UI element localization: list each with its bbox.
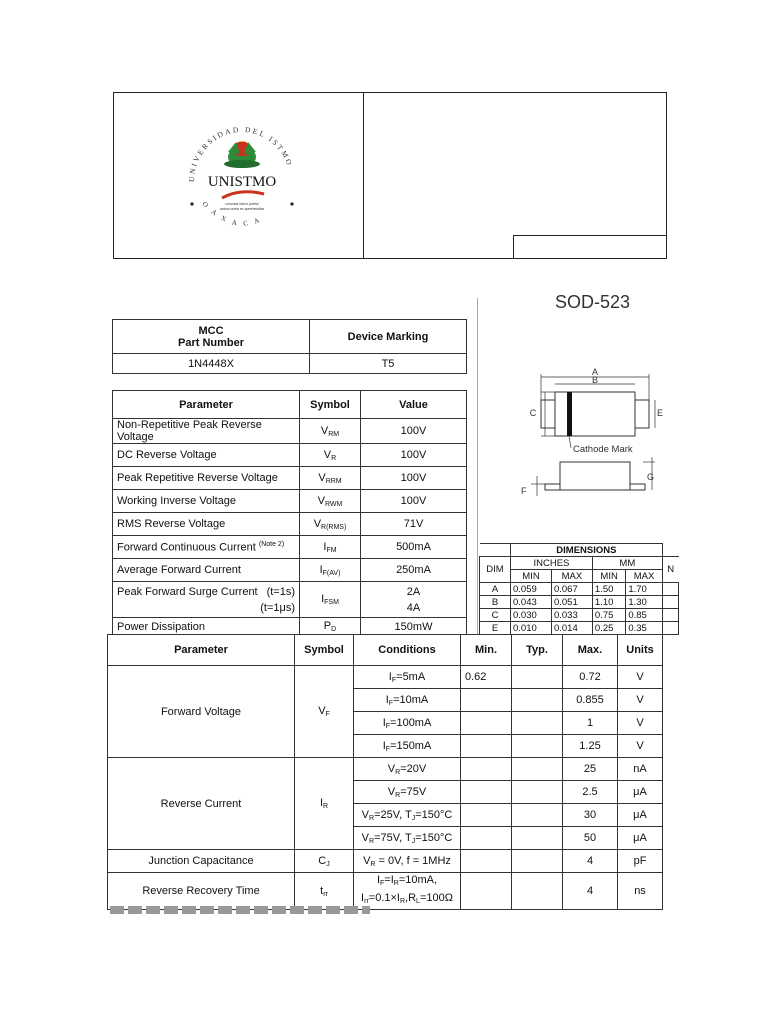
logo-motto-1: voluntas totum potest	[225, 202, 259, 206]
table-row: Working Inverse Voltage $V_{RWM}$ 100V	[113, 490, 467, 513]
table-row: DC Reverse Voltage $V_R$ 100V	[113, 444, 467, 467]
elec-header-symbol: Symbol	[295, 635, 354, 666]
ratings-header-value: Value	[361, 391, 467, 419]
table-row: Reverse Recovery Time $t_{rr}$ $I_F=I_R=10mA$, $I_{rr}=0.1\times I_R,R_L=100\Omega$ 4 ns	[108, 873, 663, 910]
package-title: SOD-523	[555, 292, 631, 312]
table-row: Junction Capacitance $C_J$ $V_R = 0V$, f = 1MHz 4 pF	[108, 850, 663, 873]
table-row: Non-Repetitive Peak Reverse Voltage $V_{RM}$ 100V	[113, 419, 467, 444]
page-divider-line	[477, 298, 478, 638]
table-row: C 0.030 0.033 0.75 0.85	[480, 609, 679, 622]
table-row: Power Dissipation $P_D$ 150mW	[113, 618, 467, 636]
dimensions-table-wrap	[479, 543, 675, 635]
ratings-header-symbol: Symbol	[300, 391, 361, 419]
ratings-header-param: Parameter	[113, 391, 300, 419]
logo-arc-top: UNIVERSIDAD DEL ISTMO	[186, 124, 295, 183]
elec-header-max: Max.	[563, 635, 618, 666]
table-row: Forward Continuous Current $^{(Note 2)}$ $I_{FM}$ 500mA	[113, 536, 467, 559]
logo-name: UNISTMO	[207, 174, 277, 190]
elec-header-typ: Typ.	[512, 635, 563, 666]
table-row: Forward Voltage $V_F$ $I_F=5mA$ 0.62 0.72 V	[108, 666, 663, 689]
table-row: A 0.059 0.067 1.50 1.70	[480, 583, 679, 596]
elec-header-param: Parameter	[108, 635, 295, 666]
elec-header-conditions: Conditions	[354, 635, 461, 666]
dim-label-g: G	[647, 472, 655, 482]
table-row: $V_R=75V$, $T_J=150^\circ C$ 50 μA	[108, 827, 663, 850]
table-row: $I_F=10mA$ 0.855 V	[108, 689, 663, 712]
table-row: RMS Reverse Voltage $V_{R(RMS)}$ 71V	[113, 513, 467, 536]
elec-header-min: Min.	[461, 635, 512, 666]
header-divider	[363, 92, 364, 259]
table-row: $I_F=100mA$ 1 V	[108, 712, 663, 735]
dim-label-e: E	[657, 408, 664, 418]
table-row: Peak Repetitive Reverse Voltage $V_{RRM}$ 100V	[113, 467, 467, 490]
logo-arc-bottom: OAXACA	[200, 199, 267, 228]
marking-part-number: 1N4448X	[113, 354, 310, 374]
dim-label-f: F	[521, 486, 527, 496]
dim-label-c: C	[529, 408, 537, 418]
table-row: E 0.010 0.014 0.25 0.35	[480, 622, 679, 635]
table-row: Peak Forward Surge Current (t=1s) (t=1μs) $I_{FSM}$ 2A 4A	[113, 582, 467, 618]
elec-table-wrap	[107, 634, 662, 910]
ratings-table	[112, 390, 467, 636]
table-row: $I_F=150mA$ 1.25 V	[108, 735, 663, 758]
table-row: Reverse Current $I_R$ $V_R=20V$ 25 nA	[108, 758, 663, 781]
table-row: $V_R=75V$ 2.5 μA	[108, 781, 663, 804]
footnote-cutoff	[110, 910, 370, 914]
marking-device: T5	[310, 354, 467, 374]
logo-emblem	[180, 112, 304, 240]
package-diagram	[515, 362, 665, 502]
elec-header-units: Units	[618, 635, 663, 666]
university-logo	[180, 112, 304, 240]
table-row: $V_R=25V$, $T_J=150^\circ C$ 30 μA	[108, 804, 663, 827]
marking-header-device: Device Marking	[310, 320, 467, 354]
header-small-box	[513, 235, 667, 259]
cathode-mark-label: Cathode Mark	[573, 444, 633, 455]
dim-label-a: A	[591, 367, 599, 377]
table-row: Average Forward Current $I_{F(AV)}$ 250mA	[113, 559, 467, 582]
dim-label-b: B	[591, 375, 599, 385]
table-row: B 0.043 0.051 1.10 1.30	[480, 596, 679, 609]
logo-motto-2: anima vuela es aprehendida	[220, 207, 264, 211]
marking-table	[112, 319, 467, 374]
dimensions-title: DIMENSIONS	[511, 544, 663, 557]
elec-table	[107, 634, 663, 910]
marking-header-mcc: MCC Part Number	[113, 320, 310, 354]
dimensions-table: DIMENSIONS DIM INCHES MM N MIN MAX MIN MAX A 0.059 0.067 1.50 1.70 B 0.043 0.051 1.10 1.30 C 0.030 0.033 0.75 0.85 E 0.010 0.014 0.25 0.35	[479, 543, 679, 635]
